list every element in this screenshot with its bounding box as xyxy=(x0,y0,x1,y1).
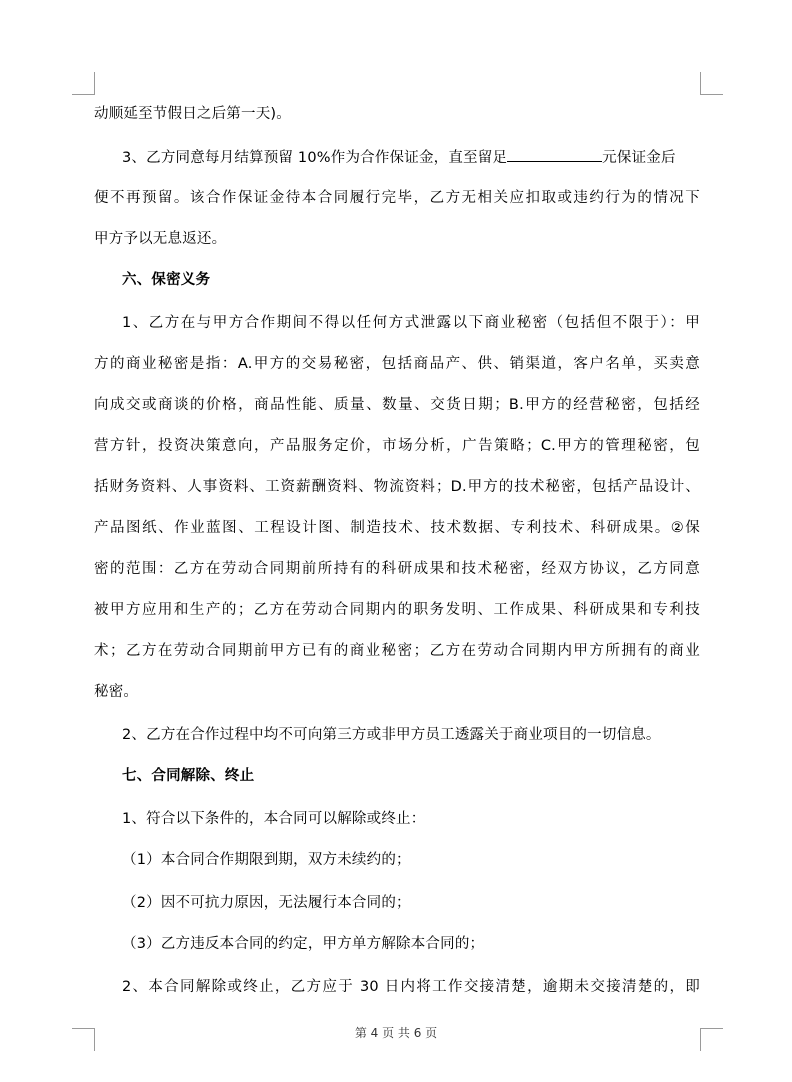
text-line: 向成交或商谈的价格，商品性能、质量、数量、交货日期；B.甲方的经营秘密，包括经 xyxy=(94,397,700,413)
text-line: 动顺延至节假日之后第一天)。 xyxy=(94,106,291,122)
list-item: （1）本合同合作期限到期，双方未续约的； xyxy=(122,852,411,868)
text-line: 秘密。 xyxy=(94,684,139,700)
text-line: 2、乙方在合作过程中均不可向第三方或非甲方员工透露关于商业项目的一切信息。 xyxy=(122,727,661,743)
text-line: 术；乙方在劳动合同期前甲方已有的商业秘密；乙方在劳动合同期内甲方所拥有的商业 xyxy=(94,643,700,659)
text-line: 1、乙方在与甲方合作期间不得以任何方式泄露以下商业秘密（包括但不限于）：甲 xyxy=(122,315,700,331)
section-heading-confidentiality: 六、保密义务 xyxy=(122,272,211,288)
page-corner-mark-top-right xyxy=(700,72,723,95)
text-line: 甲方予以无息返还。 xyxy=(94,231,227,247)
page-number-footer: 第 4 页 共 6 页 xyxy=(354,1026,438,1040)
text-line: 营方针，投资决策意向，产品服务定价，市场分析，广告策略；C.甲方的管理秘密，包 xyxy=(94,438,700,454)
page-corner-mark-top-left xyxy=(72,72,95,95)
text-line: 方的商业秘密是指：A.甲方的交易秘密，包括商品产、供、销渠道，客户名单，买卖意 xyxy=(94,356,700,372)
section-heading-termination: 七、合同解除、终止 xyxy=(122,768,255,784)
text-line: 密的范围：乙方在劳动合同期前所持有的科研成果和技术秘密，经双方协议，乙方同意 xyxy=(94,561,700,577)
deposit-text-tail: 元保证金后 xyxy=(602,150,676,166)
text-line: 便不再预留。该合作保证金待本合同履行完毕，乙方无相关应扣取或违约行为的情况下 xyxy=(94,190,700,206)
text-line: 产品图纸、作业蓝图、工程设计图、制造技术、技术数据、专利技术、科研成果。②保 xyxy=(94,520,700,536)
list-item: （3）乙方违反本合同的约定，甲方单方解除本合同的； xyxy=(122,936,485,952)
text-line: 被甲方应用和生产的；乙方在劳动合同期内的职务发明、工作成果、科研成果和专利技 xyxy=(94,602,700,618)
list-item: （2）因不可抗力原因，无法履行本合同的； xyxy=(122,895,411,911)
text-line-deposit xyxy=(94,147,700,168)
text-line: 2、本合同解除或终止，乙方应于 30 日内将工作交接清楚，逾期未交接清楚的，即 xyxy=(122,979,700,995)
deposit-text: 3、乙方同意每月结算预留 10%作为合作保证金，直至留足 xyxy=(122,150,508,166)
text-line: 1、符合以下条件的，本合同可以解除或终止： xyxy=(122,811,426,827)
blank-field[interactable] xyxy=(507,147,602,162)
text-line: 括财务资料、人事资料、工资薪酬资料、物流资料；D.甲方的技术秘密，包括产品设计、 xyxy=(94,479,700,495)
